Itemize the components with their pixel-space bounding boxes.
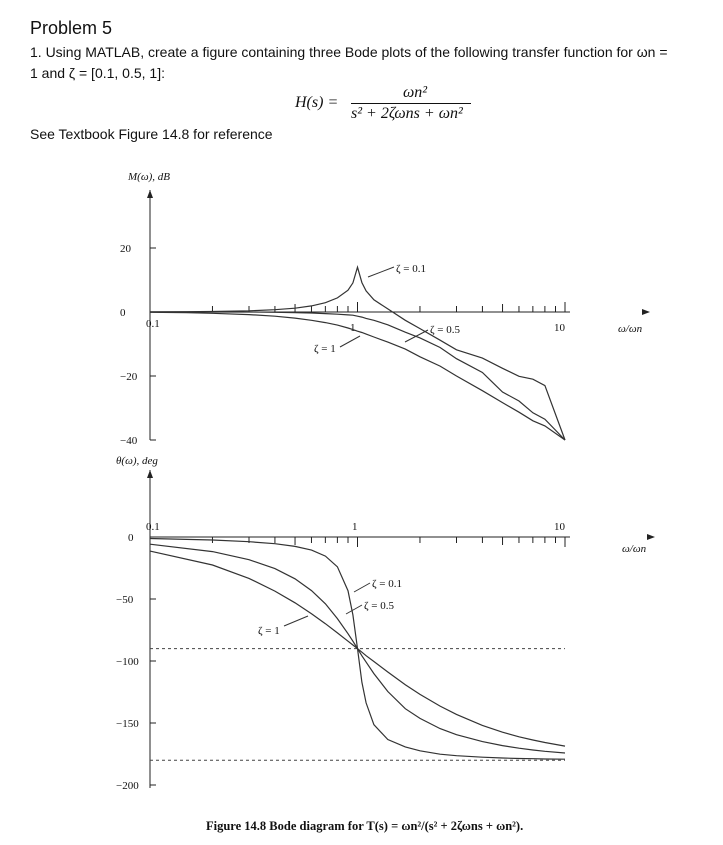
formula-lhs: H(s) = (295, 94, 339, 111)
phase-y-tick-label: −100 (116, 656, 139, 668)
phase-x-tick-label: 10 (554, 521, 565, 533)
magnitude-y-tick-label: 0 (120, 307, 126, 319)
formula-numerator: ωn² (403, 84, 428, 101)
magnitude-annotation-zeta-0.5: ζ = 0.5 (430, 324, 461, 336)
textbook-reference: See Textbook Figure 14.8 for reference (30, 126, 273, 142)
phase-y-label: θ(ω), deg (116, 455, 158, 467)
magnitude-x-axis-arrow (642, 309, 650, 315)
figure-caption: Figure 14.8 Bode diagram for T(s) = ωn²/(s² + 2ζωns + ωn²). (206, 819, 524, 833)
phase-y-tick-label: −50 (116, 594, 134, 606)
phase-y-tick-label: −150 (116, 718, 139, 730)
phase-annotation-zeta-1: ζ = 1 (258, 625, 280, 637)
magnitude-x-tick-label: 0.1 (146, 318, 160, 330)
phase-x-tick-label: 1 (352, 521, 358, 533)
magnitude-annotation-leader (368, 267, 394, 277)
magnitude-y-tick-label: 20 (120, 243, 131, 255)
problem-line-1: 1. Using MATLAB, create a figure containing three Bode plots of the following transfer function for ωn = (30, 44, 668, 60)
magnitude-annotation-zeta-0.1: ζ = 0.1 (396, 263, 427, 275)
magnitude-curve-zeta-0.1 (150, 267, 565, 440)
phase-x-axis-label: ω/ωn (622, 543, 647, 555)
phase-annotation-zeta-0.5: ζ = 0.5 (364, 600, 395, 612)
phase-annotation-leader (354, 583, 370, 592)
phase-annotation-leader (284, 616, 308, 626)
problem-line-2: 1 and ζ = [0.1, 0.5, 1]: (30, 65, 165, 81)
phase-y-axis-arrow (147, 470, 153, 478)
phase-x-tick-label: 0.1 (146, 521, 160, 533)
magnitude-y-label: M(ω), dB (128, 171, 170, 183)
phase-y-tick-label: −200 (116, 780, 139, 792)
magnitude-y-tick-label: −20 (120, 371, 138, 383)
magnitude-annotation-leader (340, 336, 360, 347)
phase-annotation-zeta-0.1: ζ = 0.1 (372, 578, 403, 590)
problem-title: Problem 5 (30, 18, 113, 38)
magnitude-x-tick-label: 1 (350, 322, 356, 334)
phase-annotation-leader (346, 605, 362, 614)
phase-x-axis-arrow (647, 534, 655, 540)
magnitude-curve-zeta-1 (150, 312, 565, 440)
magnitude-y-tick-label: −40 (120, 435, 138, 447)
magnitude-annotation-zeta-1: ζ = 1 (314, 343, 336, 355)
magnitude-y-axis-arrow (147, 190, 153, 198)
phase-y-tick-label: 0 (128, 532, 134, 544)
formula-denominator: s² + 2ζωns + ωn² (351, 105, 463, 122)
magnitude-x-tick-label: 10 (554, 322, 565, 334)
magnitude-x-axis-label: ω/ωn (618, 323, 643, 335)
